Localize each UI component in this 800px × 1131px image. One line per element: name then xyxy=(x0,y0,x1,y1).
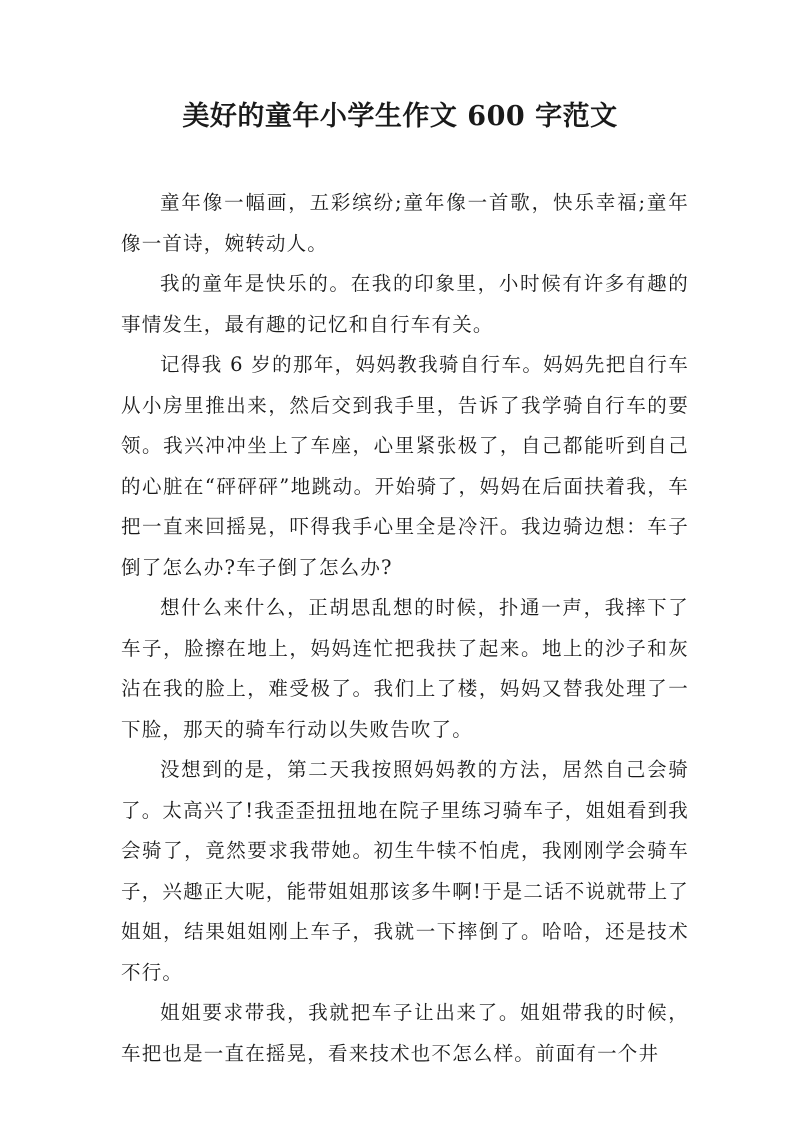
paragraph: 姐姐要求带我，我就把车子让出来了。姐姐带我的时候，车把也是一直在摇晃，看来技术也不怎么样。前面有一个井 xyxy=(121,1001,689,1065)
page-title: 美好的童年小学生作文 600 字范文 xyxy=(182,101,618,132)
paragraph: 想什么来什么，正胡思乱想的时候，扑通一声，我摔下了车子，脸擦在地上，妈妈连忙把我扶了起来。地上的沙子和灰沾在我的脸上，难受极了。我们上了楼，妈妈又替我处理了一下脸，那天的骑车行动以失败告吹了。 xyxy=(121,596,689,741)
paragraph: 我的童年是快乐的。在我的印象里，小时候有许多有趣的事情发生，最有趣的记忆和自行车有关。 xyxy=(121,272,689,336)
paragraph: 记得我 6 岁的那年，妈妈教我骑自行车。妈妈先把自行车从小房里推出来，然后交到我手里，告诉了我学骑自行车的要领。我兴冲冲坐上了车座，心里紧张极了，自己都能听到自己的心脏在“砰砰砰”地跳动。开始骑了，妈妈在后面扶着我，车把一直来回摇晃，吓得我手心里全是冷汗。我边骑边想：车子倒了怎么办?车子倒了怎么办? xyxy=(121,353,689,579)
essay-body xyxy=(121,183,689,1074)
paragraph: 童年像一幅画，五彩缤纷;童年像一首歌，快乐幸福;童年像一首诗，婉转动人。 xyxy=(121,191,689,255)
paragraph: 没想到的是，第二天我按照妈妈教的方法，居然自己会骑了。太高兴了!我歪歪扭扭地在院子里练习骑车子，姐姐看到我会骑了，竟然要求我带她。初生牛犊不怕虎，我刚刚学会骑车子，兴趣正大呢，能带姐姐那该多牛啊!于是二话不说就带上了姐姐，结果姐姐刚上车子，我就一下摔倒了。哈哈，还是技术不行。 xyxy=(121,758,689,984)
